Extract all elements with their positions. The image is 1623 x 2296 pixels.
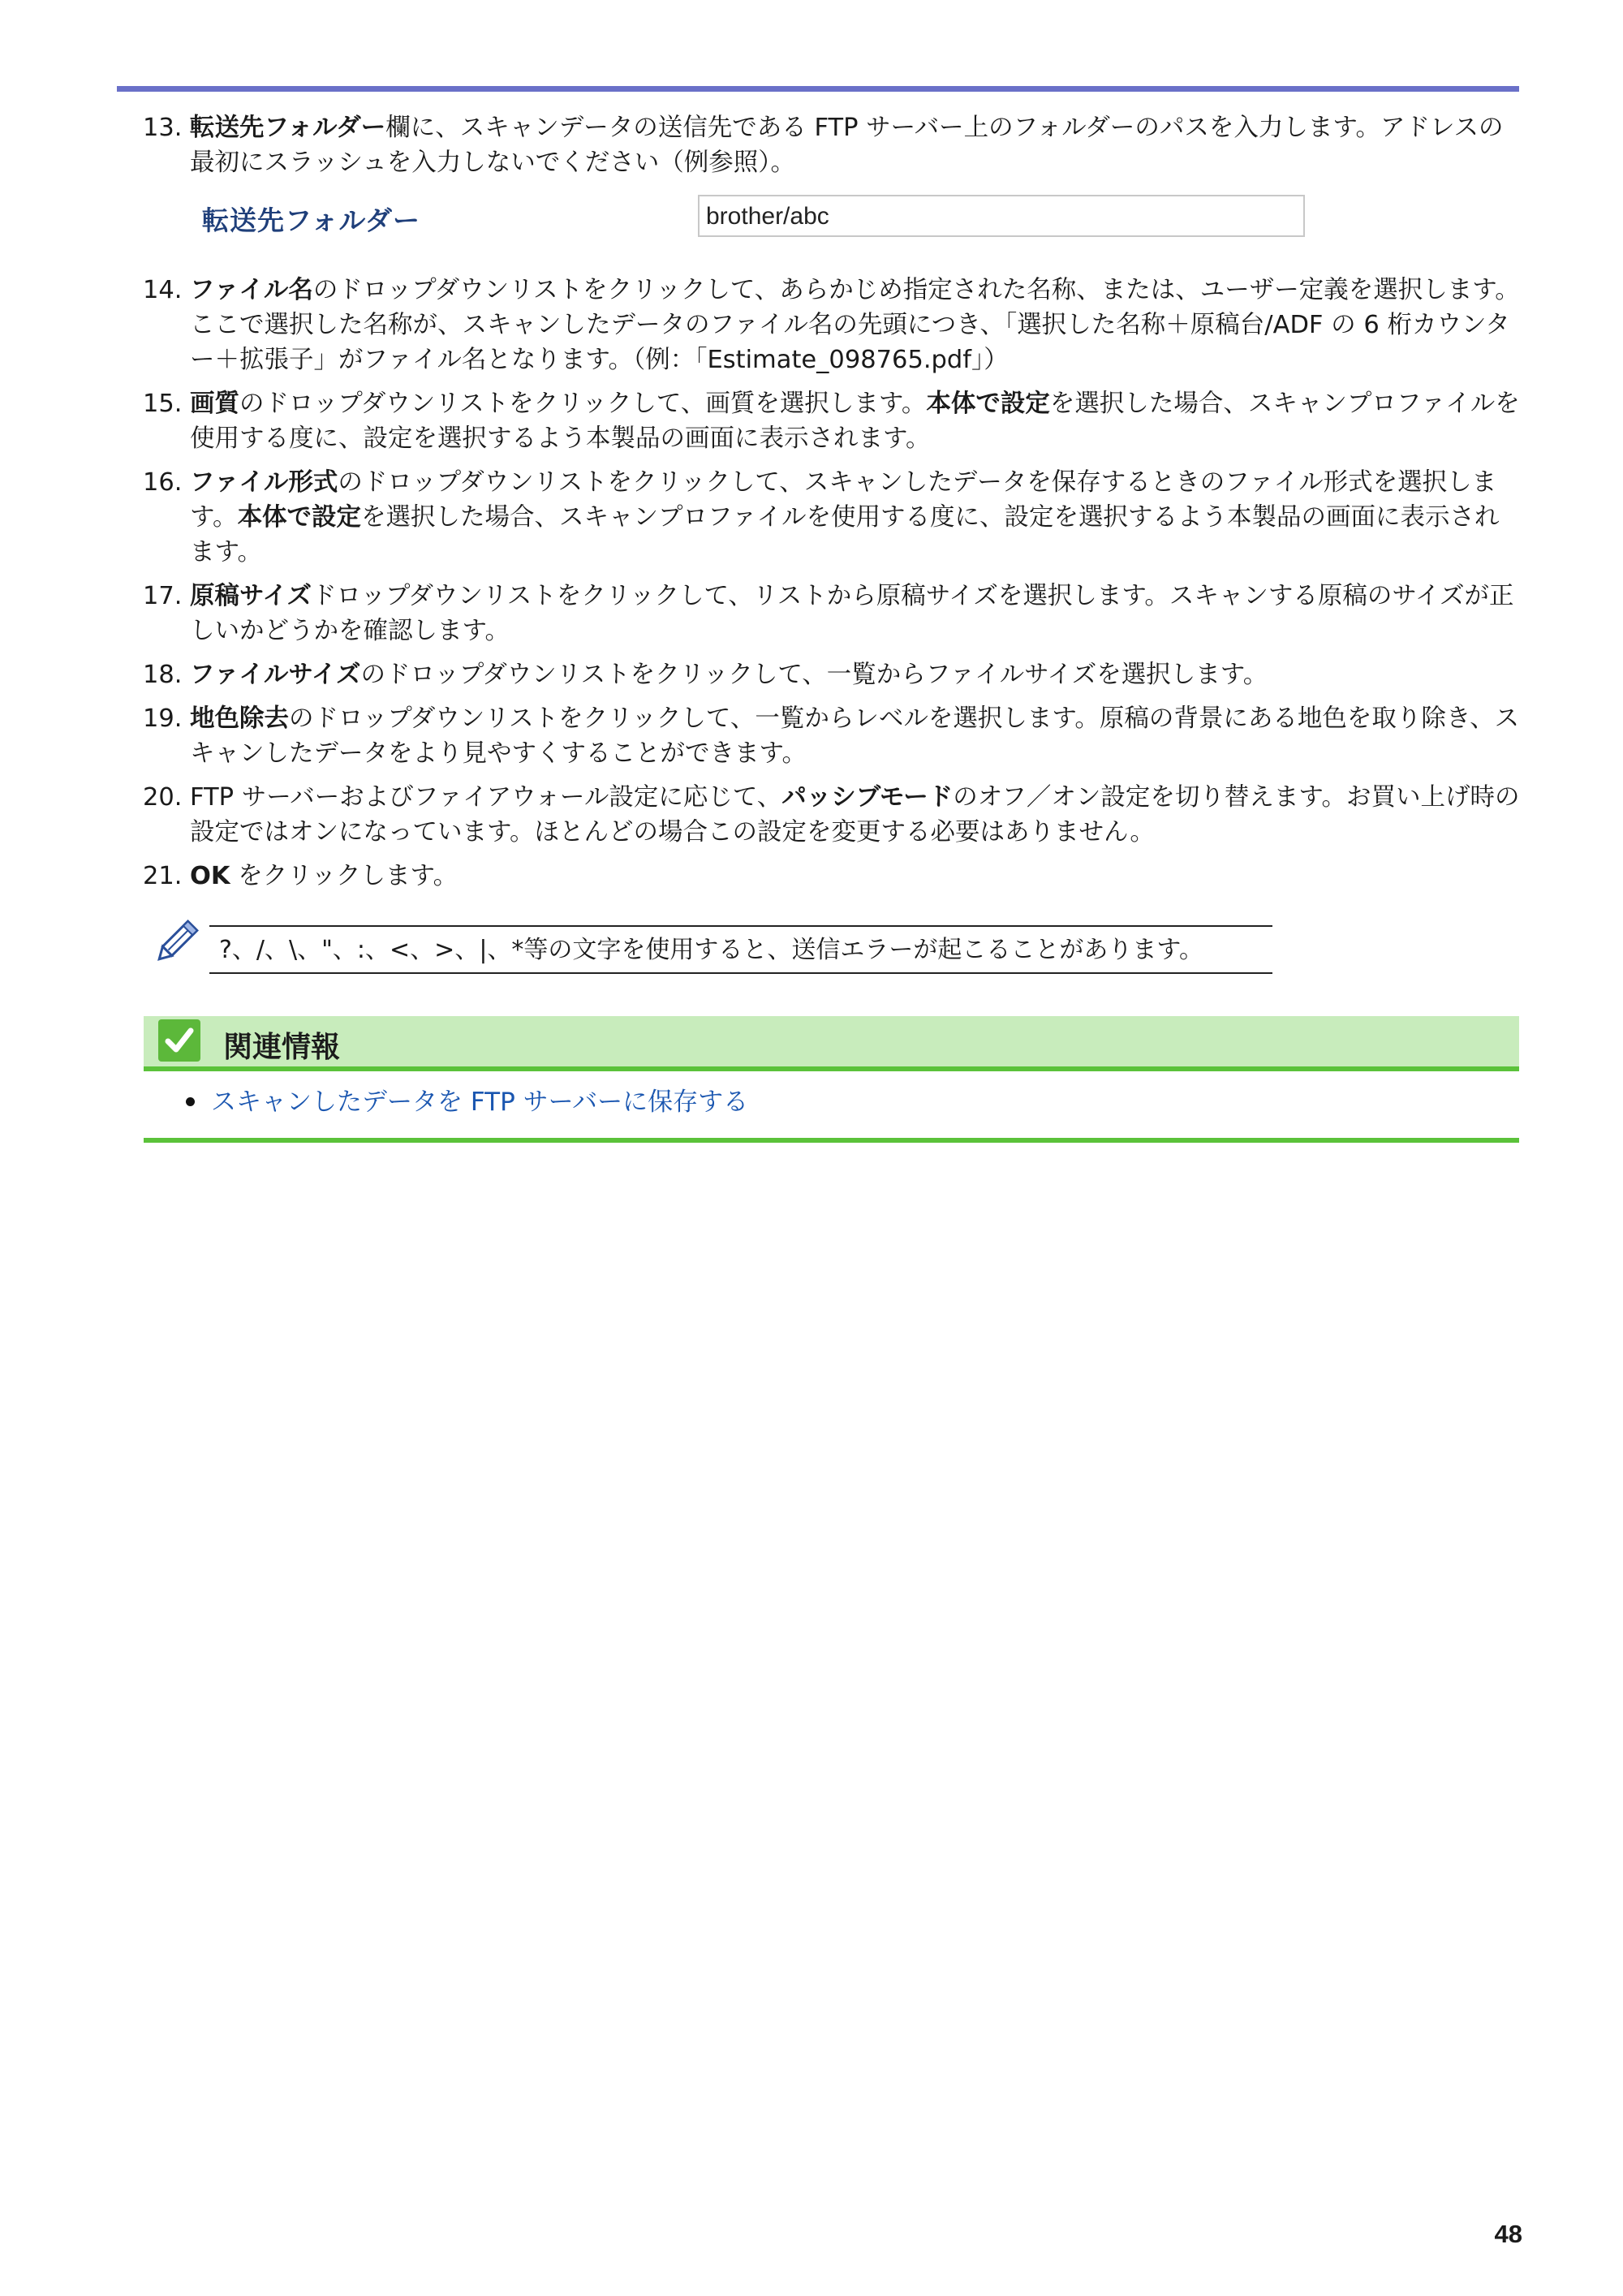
related-link[interactable]: スキャンしたデータを FTP サーバーに保存する (211, 1088, 749, 1117)
top-rule (117, 86, 1519, 92)
step-text: のドロップダウンリストをクリックして、一覧からファイルサイズを選択します。 (360, 661, 1268, 689)
step-19 (143, 701, 1522, 771)
step-18 (143, 657, 1522, 692)
step-number: 21. (143, 862, 183, 890)
step-term: ファイル形式 (190, 468, 338, 497)
related-links (144, 1071, 1519, 1143)
step-term: 画質 (190, 390, 239, 418)
step-21 (143, 859, 1522, 894)
step-text: を選択した場合、スキャンプロファイルを使用する度に、設定を選択するよう本製品の画面に表示されます。 (190, 390, 1520, 453)
related-header (144, 1016, 1519, 1071)
step-text: を選択した場合、スキャンプロファイルを使用する度に、設定を選択するよう本製品の画面に表示されます。 (190, 503, 1500, 566)
bullet (186, 1097, 195, 1106)
step-term: 転送先フォルダー (190, 114, 386, 142)
note-text: ?、/、\、"、:、<、>、|、*等の文字を使用すると、送信エラーが起こることがあります。 (219, 936, 1204, 964)
step-number: 18. (143, 661, 183, 689)
steps-list (143, 110, 1522, 902)
step-17 (143, 579, 1522, 648)
step-term: パッシブモード (781, 783, 954, 812)
note (151, 917, 1287, 976)
step-number: 15. (143, 390, 183, 418)
step-term: 地色除去 (190, 704, 289, 733)
step-text: のドロップダウンリストをクリックして、スキャンしたデータを保存するときのファイル形式を選択します。 (190, 468, 1497, 532)
step-term: 原稿サイズ (190, 582, 312, 610)
pencil-icon (151, 917, 200, 969)
step-text: ドロップダウンリストをクリックして、リストから原稿サイズを選択します。スキャンする原稿のサイズが正しいかどうかを確認します。 (190, 582, 1514, 645)
step-number: 14. (143, 276, 183, 304)
step-15 (143, 386, 1522, 456)
step-text: をクリックします。 (230, 862, 458, 890)
destination-folder-label: 転送先フォルダー (202, 205, 421, 236)
step-text: のドロップダウンリストをクリックして、画質を選択します。 (239, 390, 927, 418)
note-box (209, 925, 1272, 974)
step-number: 13. (143, 114, 183, 142)
step-text: FTP サーバーおよびファイアウォール設定に応じて、 (190, 783, 782, 812)
step-term: ファイル名 (190, 276, 313, 304)
step-number: 19. (143, 704, 183, 733)
list-item (144, 1086, 1519, 1118)
step-term: OK (190, 862, 230, 890)
destination-folder-input[interactable]: brother/abc (698, 195, 1305, 237)
step-number: 17. (143, 582, 183, 610)
step-text: 欄に、スキャンデータの送信先である FTP サーバー上のフォルダーのパスを入力します。アドレスの最初にスラッシュを入力しないでください（例参照）。 (190, 114, 1504, 177)
step-text: のドロップダウンリストをクリックして、あらかじめ指定された名称、または、ユーザー定義を選択します。ここで選択した名称が、スキャンしたデータのファイル名の先頭につき、「選択した名称＋原稿台/ADF の 6 桁カウンター＋拡張子」がファイル名となります。（例：「Estimate_098765.pdf」） (190, 276, 1520, 374)
step-text: のオフ／オン設定を切り替えます。お買い上げ時の設定ではオンになっています。ほとんどの場合この設定を変更する必要はありません。 (190, 783, 1520, 846)
check-icon (158, 1019, 200, 1062)
step-term: 本体で設定 (926, 390, 1050, 418)
step-number: 16. (143, 468, 183, 497)
step-text: のドロップダウンリストをクリックして、一覧からレベルを選択します。原稿の背景にある地色を取り除き、スキャンしたデータをより見やすくすることができます。 (190, 704, 1520, 768)
related-info (144, 1016, 1519, 1143)
step-number: 20. (143, 783, 183, 812)
destination-folder-figure (143, 190, 1522, 260)
step-20 (143, 780, 1522, 850)
related-title: 関連情報 (223, 1031, 341, 1064)
page-number: 48 (1494, 2220, 1522, 2248)
step-14 (143, 273, 1522, 377)
step-term: 本体で設定 (237, 503, 362, 532)
step-16 (143, 465, 1522, 570)
step-term: ファイルサイズ (190, 661, 361, 689)
step-13 (143, 110, 1522, 180)
